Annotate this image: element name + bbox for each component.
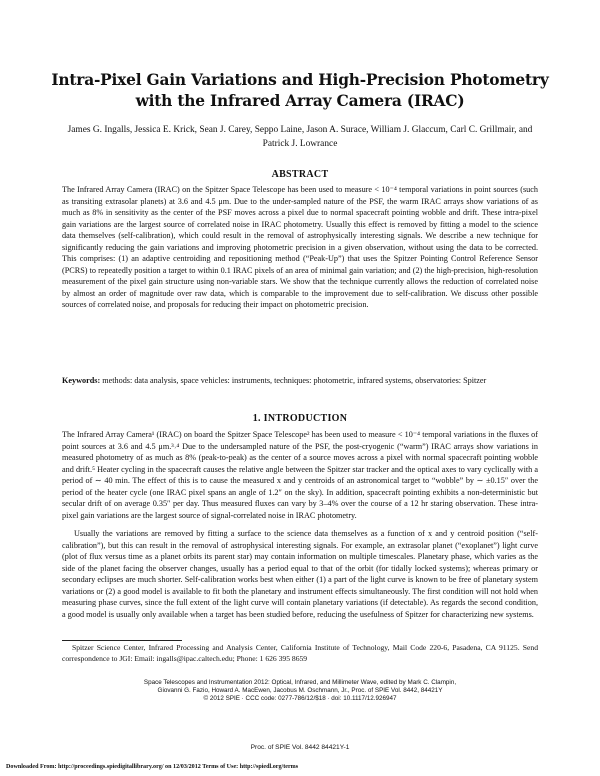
citation-line-1: Space Telescopes and Instrumentation 2012: Optical, Infrared, and Millimeter Wave, edited by Mark C. Clampin, xyxy=(143,679,457,686)
keywords-label: Keywords: xyxy=(62,376,101,385)
citation-line-3: © 2012 SPIE · CCC code: 0277-786/12/$18 · doi: 10.1117/12.926947 xyxy=(203,695,397,703)
page-number: Proc. of SPIE Vol. 8442 84421Y-1 xyxy=(250,744,350,751)
download-notice: Downloaded From: http://proceedings.spiedigitallibrary.org/ on 12/03/2012 Terms of Use: http://spiedl.org/terms xyxy=(6,764,299,770)
intro-paragraph-1: The Infrared Array Camera¹ (IRAC) on board the Spitzer Space Telescope² has been used to measure < 10⁻⁴ temporal variations in the fluxes of point sources at 3.6 and 4.5 μm.³˒⁴ Due to the undersampled nature of the PSF, the post-cryogenic (“warm”) IRAC arrays show variations in measured photometry of as much as 8% (peak-to-peak) as the center of a source moves across a pixel with normal spacecraft pointing wobble and drift.⁵ Heater cycling in the spacecraft causes the relative angle between the Spitzer star tracker and the optical axes to vary cyclically with a period of ∼ 40 min. The effect of this is to cause the measured x and y centroids of an astronomical target to “wobble” by ∼ ±0.15″ over the period of the heater cycle (one IRAC pixel spans an angle of 1.2″ on the sky). In addition, spacecraft pointing exhibits a non-deterministic but secular drift of on average 0.35″ per day. Thus measured fluxes can vary by 3–4% over the course of a 12 hr staring observation. These intra-pixel gain variations are the largest source of signal-correlated noise in IRAC photometry. xyxy=(62,430,538,520)
abstract-heading: ABSTRACT xyxy=(271,169,329,180)
intro-paragraph-2: Usually the variations are removed by fitting a surface to the science data themselves as a function of x and y centroid position (“self-calibration”), but this can result in the removal of astrophysical interesting signals. For example, an extrasolar planet (“exoplanet”) light curve (plot of flux versus time as a planet orbits its parent star) may contain information on multiple timescales. Planetary phase, which varies as the side of the planet facing the observer changes, usually has a period equal to that of the orbit (for tidally locked systems); whereas primary or secondary eclipses are much shorter. Self-calibration works best when either (1) a part of the light curve is known to be free of planetary system variations or (2) a good model is available to fit both the planetary and instrument effects simultaneously. The first condition will not hold when measuring phase curves, since the full extent of the light curve will contain planetary variations (if detectable). As regards the second condition, a good model is usually only available when a target has been studied before, reducing the usefulness of Spitzer for characterizing new systems. xyxy=(62,529,538,619)
footnote-divider xyxy=(62,640,182,641)
citation-line-2: Giovanni G. Fazio, Howard A. MacEwen, Jacobus M. Oschmann, Jr., Proc. of SPIE Vol. 8442, 84421Y xyxy=(157,687,443,695)
title-line-2: with the Infrared Array Camera (IRAC) xyxy=(135,92,465,110)
title-line-1: Intra-Pixel Gain Variations and High-Precision Photometry xyxy=(51,71,549,89)
keywords xyxy=(62,375,538,387)
intro-heading: 1. INTRODUCTION xyxy=(252,413,348,424)
paper-title xyxy=(40,70,560,112)
intro-section xyxy=(62,429,538,620)
abstract-text: The Infrared Array Camera (IRAC) on the Spitzer Space Telescope has been used to measure < 10⁻⁴ temporal variations in point sources (such as transiting extrasolar planets) at 3.6 and 4.5 μm. Due to the under-sampled nature of the PSF, the warm IRAC arrays show variations of as much as 8% in sensitivity as the center of the PSF moves across a pixel due to normal spacecraft pointing wobble and drift. These intra-pixel gain variations are the largest source of correlated noise in IRAC photometry. Usually this effect is removed by fitting a model to the science data themselves (self-calibration), which could result in the removal of astrophysically interesting signals. We describe a new technique for significantly reducing the gain variations and improving photometric precision in a given observation, without using the data to be corrected. This comprises: (1) an adaptive centroiding and repositioning method (“Peak-Up”) that uses the Spitzer Pointing Control Reference Sensor (PCRS) to repeatedly position a target to within 0.1 IRAC pixels of an area of minimal gain variation; and (2) the high-precision, high-resolution measurement of the pixel gain structure using non-variable stars. We show that the technique currently allows the reduction of correlated noise by almost an order of magnitude over raw data, which is comparable to the improvement due to self-calibration. We discuss other possible sources of correlated noise, and proposals for reducing their impact on photometric precision. xyxy=(62,185,538,309)
author-list: James G. Ingalls, Jessica E. Krick, Sean J. Carey, Seppo Laine, Jason A. Surace, William J. Glaccum, Carl C. Grillmair, and Patrick J. Lowrance xyxy=(67,125,533,149)
keywords-text: methods: data analysis, space vehicles: instruments, techniques: photometric, infrared systems, observatories: Spitzer xyxy=(102,376,487,385)
footnote: Spitzer Science Center, Infrared Processing and Analysis Center, California Institute of Technology, Mail Code 220-6, Pasadena, CA 91125. Send correspondence to JGI: Email: ingalls@ipac.caltech.edu; Phone: 1 626 395 8659 xyxy=(62,643,538,663)
citation-block xyxy=(0,679,600,704)
